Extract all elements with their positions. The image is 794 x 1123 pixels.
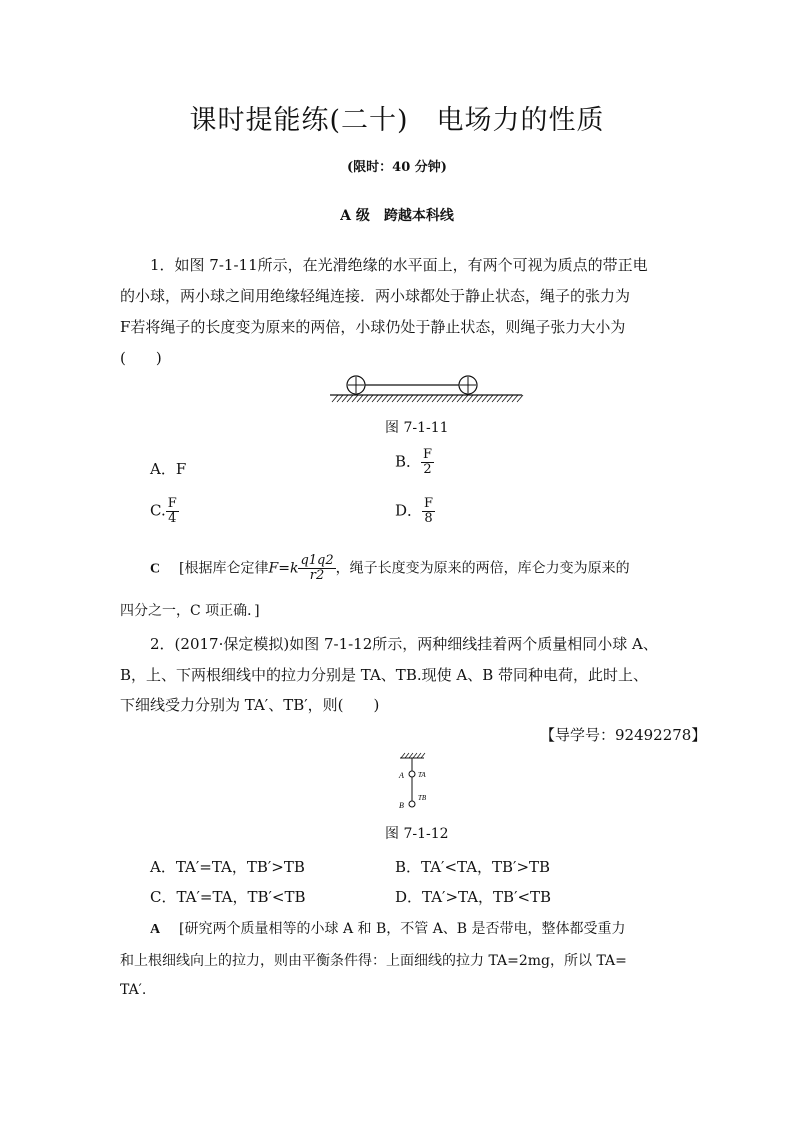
- q2-option-b: B．TA′<TA，TB′>TB: [395, 858, 551, 876]
- page-title: [0, 98, 794, 137]
- q1-answer-formula-fraction: [298, 554, 335, 583]
- guide-number: 【导学号：92492278】: [540, 726, 707, 744]
- q1-option-b-denominator: 2: [423, 462, 432, 477]
- title-main: 课时提能练(二十): [189, 105, 409, 136]
- label-b: B: [399, 801, 404, 810]
- q1-answer-formula-lhs: F=k: [268, 560, 299, 577]
- q1-answer-formula-numerator: q1q2: [300, 553, 334, 568]
- q1-answer-formula-denominator: r2: [309, 568, 325, 583]
- section-heading: [0, 205, 794, 225]
- charged-ball-left: [347, 376, 365, 394]
- figure-7-1-12: [390, 750, 440, 814]
- q1-option-c-numerator: F: [167, 496, 177, 511]
- q2-answer-letter: A: [150, 922, 161, 937]
- q2-answer: [150, 918, 626, 938]
- q1-option-b-label: B．: [395, 452, 422, 471]
- q2-answer-line-2: 和上根细线向上的拉力，则由平衡条件得：上面细线的拉力 TA=2mg，所以 TA=: [120, 953, 627, 969]
- q1-option-a: A．F: [150, 460, 187, 478]
- q1-line-3: F若将绳子的长度变为原来的两倍，小球仍处于静止状态，则绳子张力大小为: [120, 318, 626, 336]
- q1-line-1: 1．如图 7-1-11所示，在光滑绝缘的水平面上，有两个可视为质点的带正电: [150, 256, 648, 274]
- q1-option-d: [395, 497, 435, 526]
- q1-option-d-numerator: F: [424, 496, 434, 511]
- q1-option-b: [395, 448, 434, 477]
- figure-7-1-11: [325, 372, 525, 408]
- q2-option-a: A．TA′=TA，TB′>TB: [150, 858, 305, 876]
- label-ta: TA: [418, 771, 426, 779]
- time-limit: (限时：40 分钟): [347, 160, 447, 175]
- label-tb: TB: [418, 794, 427, 802]
- q1-option-d-label: D．: [395, 501, 423, 520]
- q2-line-3: 下细线受力分别为 TA′、TB′，则( ): [120, 696, 380, 714]
- ceiling-support: [400, 753, 425, 758]
- q1-answer-line-2: 四分之一，C 项正确．]: [120, 603, 260, 619]
- charged-ball-right: [459, 376, 477, 394]
- q2-option-c: C．TA′=TA，TB′<TB: [150, 888, 306, 906]
- q2-answer-line-3: TA′.: [120, 982, 147, 998]
- section-level: A 级: [340, 208, 370, 224]
- label-a: A: [399, 771, 404, 780]
- q1-option-d-denominator: 8: [424, 511, 433, 526]
- q1-option-b-numerator: F: [423, 447, 433, 462]
- figure-7-1-11-caption: 图 7-1-11: [385, 420, 449, 436]
- section-name: 跨越本科线: [383, 208, 454, 224]
- q2-answer-line-1: [研究两个质量相等的小球 A 和 B，不管 A、B 是否带电，整体都受重力: [179, 921, 626, 937]
- q1-answer: [150, 554, 630, 583]
- q2-option-d: D．TA′>TA，TB′<TB: [395, 888, 552, 906]
- ground-surface: [330, 395, 523, 402]
- q1-line-2: 的小球，两小球之间用绝缘轻绳连接．两小球都处于静止状态，绳子的张力为: [120, 287, 631, 305]
- q2-line-2: B，上、下两根细线中的拉力分别是 TA、TB.现使 A、B 带同种电荷，此时上、: [120, 666, 648, 684]
- ball-a: [409, 771, 415, 777]
- q1-option-c-fraction: [166, 497, 179, 526]
- q1-answer-letter: C: [150, 561, 161, 577]
- ball-b: [409, 801, 415, 807]
- q1-answer-text-after: ，绳子长度变为原来的两倍，库仑力变为原来的: [335, 560, 630, 577]
- q1-option-c-denominator: 4: [168, 511, 177, 526]
- q1-option-d-fraction: [422, 497, 435, 526]
- title-topic: 电场力的性质: [436, 105, 605, 136]
- q1-option-c-label: C.: [150, 501, 166, 520]
- figure-7-1-12-caption: 图 7-1-12: [385, 826, 449, 842]
- q1-line-4: ( ): [120, 349, 162, 367]
- q1-answer-text-before: [根据库仑定律: [179, 560, 269, 577]
- q2-line-1: 2．(2017·保定模拟)如图 7-1-12所示，两种细线挂着两个质量相同小球 A、: [150, 635, 658, 653]
- q1-option-c: [150, 497, 179, 526]
- q1-option-b-fraction: [421, 448, 434, 477]
